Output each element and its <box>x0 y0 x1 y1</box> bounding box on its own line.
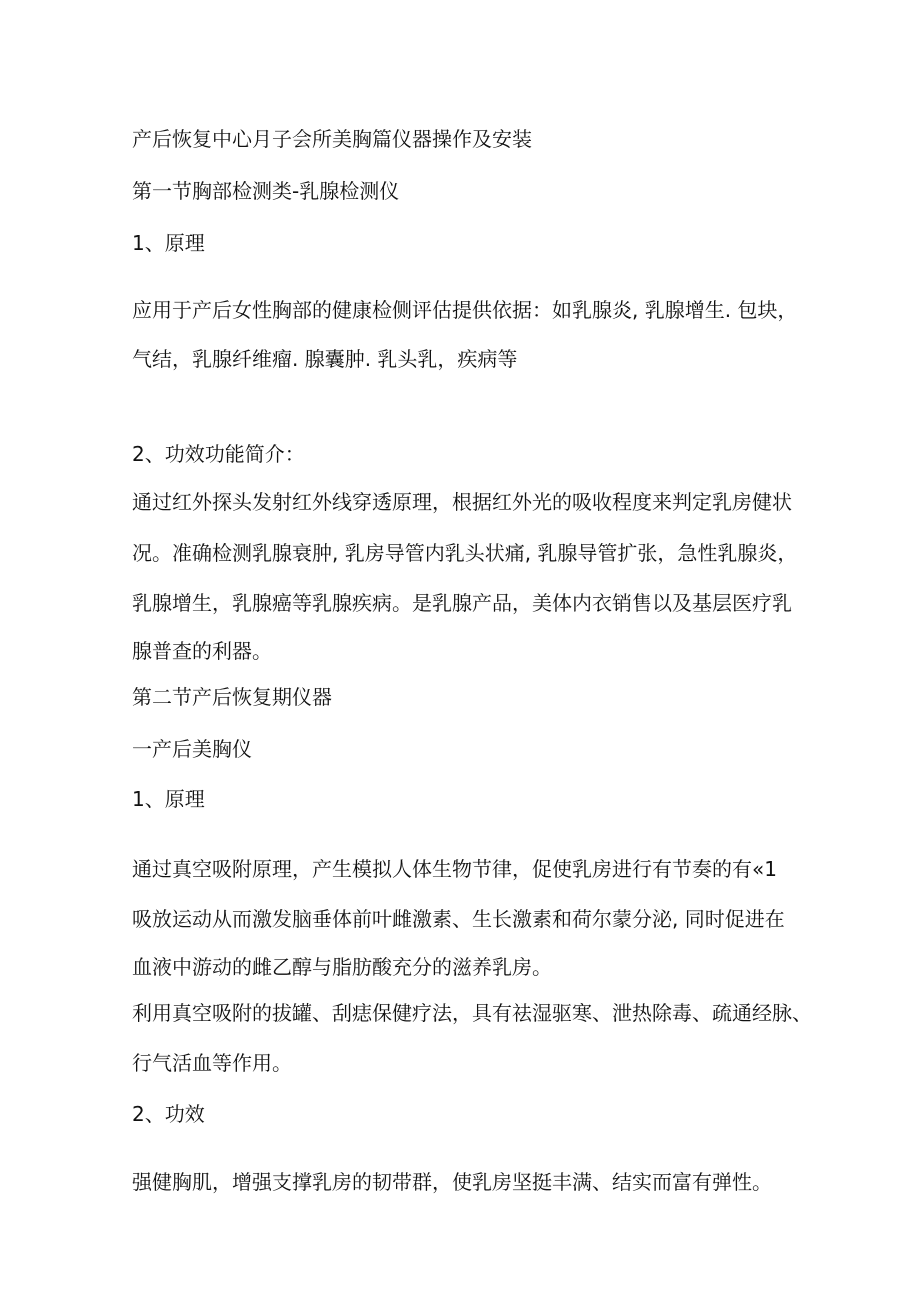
section-2-item-1-line-1: 通过真空吸附原理，产生模拟人体生物节律，促使乳房进行有节奏的有«1 <box>132 857 777 881</box>
section-1-item-2-heading: 2、功效功能简介： <box>132 442 305 466</box>
section-2-item-1-line-3: 血液中游动的雌乙醇与脂肪酸充分的滋养乳房。 <box>132 955 552 979</box>
section-2-item-2-line-1: 强健胸肌，增强支撑乳房的韧带群，使乳房坚挺丰满、结实而富有弹性。 <box>132 1170 772 1194</box>
section-1-item-2-line-4: 腺普查的利器。 <box>132 639 272 663</box>
section-2-item-2-heading: 2、功效 <box>132 1102 205 1126</box>
section-1-item-2-line-1: 通过红外探头发射红外线穿透原理，根据红外光的吸收程度来判定乳房健状 <box>132 490 792 514</box>
section-1-item-2-line-2: 况。准确检测乳腺衰肿, 乳房导管内乳头状痛, 乳腺导管扩张，急性乳腺炎， <box>132 541 798 565</box>
section-2-subheading: 一产后美胸仪 <box>132 737 252 761</box>
section-1-item-1-line-1: 应用于产后女性胸部的健康检侧评估提供依据：如乳腺炎, 乳腺增生. 包块， <box>132 298 798 322</box>
document-title: 产后恢复中心月子会所美胸篇仪器操作及安装 <box>132 127 532 151</box>
section-1-item-2-line-3: 乳腺增生，乳腺癌等乳腺疾病。是乳腺产品，美体内衣销售以及基层医疗乳 <box>132 591 792 615</box>
section-1-item-1-heading: 1、原理 <box>132 231 205 255</box>
section-1-heading: 第一节胸部检测类-乳腺检测仪 <box>132 179 400 203</box>
section-2-heading: 第二节产后恢复期仪器 <box>132 685 332 709</box>
section-2-item-1-extra-line-2: 行气活血等作用。 <box>132 1051 292 1075</box>
section-1-item-1-line-2: 气结，乳腺纤维瘤. 腺囊肿. 乳头乳，疾病等 <box>132 347 518 371</box>
section-2-item-1-extra-line-1: 利用真空吸附的拔罐、刮痣保健疗法，具有祛湿驱寒、泄热除毒、疏通经脉、 <box>132 1001 812 1025</box>
section-2-item-1-heading: 1、原理 <box>132 787 205 811</box>
section-2-item-1-line-2: 吸放运动从而激发脑垂体前叶雌激素、生长激素和荷尔蒙分泌, 同时促进在 <box>132 907 785 931</box>
